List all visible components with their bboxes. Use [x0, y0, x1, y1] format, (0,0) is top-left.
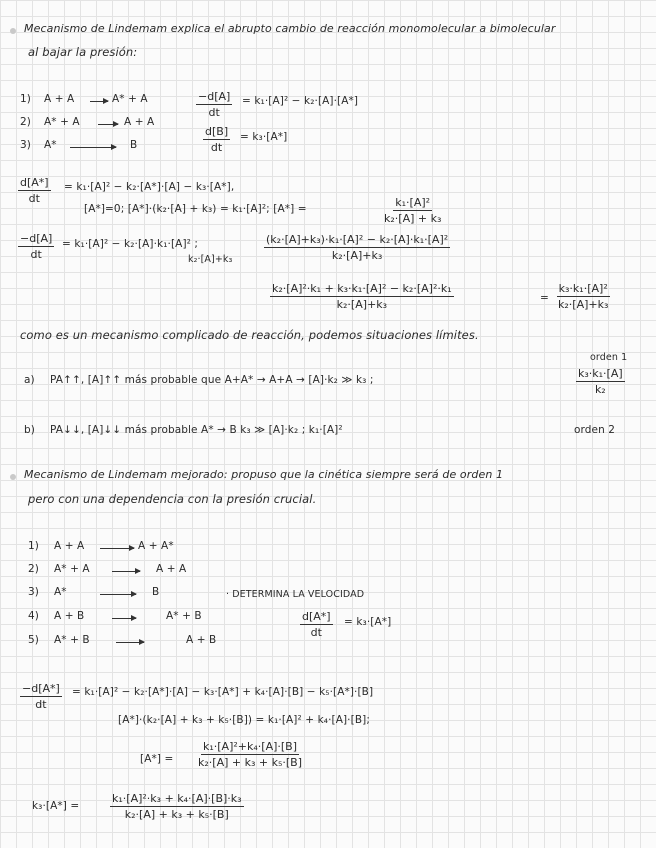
- section1-intro-line1: Mecanismo de Lindemam explica el abrupto cambio de reacción monomolecular a bimolecular: [24, 22, 556, 35]
- steady-state-line2: [A*]=0; [A*]·(k₂·[A] + k₃) = k₁·[A]²; [A*] =: [84, 203, 307, 215]
- fraction-numerator: k₃·k₁·[A]²: [558, 282, 608, 295]
- da-mid-denominator: k₂·[A]+k₃: [188, 254, 233, 265]
- step-lhs: A + A: [54, 540, 85, 552]
- fraction-denominator: dt: [210, 141, 223, 154]
- step-lhs: A* + A: [54, 563, 90, 575]
- fraction-denominator: dt: [310, 626, 322, 639]
- bullet-point: [10, 28, 16, 34]
- fraction-numerator: d[A*]: [20, 176, 49, 189]
- step-lhs: A*: [54, 586, 67, 598]
- result-fraction: [556, 282, 610, 311]
- step-lhs: A* + B: [54, 634, 90, 646]
- fraction-denominator: k₂·[A]+k₃: [336, 298, 388, 311]
- fraction-numerator: −d[A]: [20, 232, 53, 245]
- fraction-numerator: (k₂·[A]+k₃)·k₁·[A]² − k₂·[A]·k₁·[A]²: [266, 233, 449, 246]
- fraction-denominator: k₂: [594, 383, 606, 396]
- rate-a-star-expression: = k₃·[A*]: [344, 616, 392, 628]
- fraction-denominator: k₂·[A]+k₃: [558, 298, 609, 311]
- fraction-numerator: −d[A*]: [22, 682, 60, 695]
- steady-state2-line2: [A*]·(k₂·[A] + k₃ + k₅·[B]) = k₁·[A]² + k₄·[A]·[B];: [118, 714, 370, 726]
- da-big-fraction: [264, 233, 450, 262]
- steady-state2-fraction: [20, 682, 62, 711]
- fraction-numerator: k₂·[A]²·k₁ + k₃·k₁·[A]² − k₂·[A]²·k₁: [272, 282, 452, 295]
- steady-state2-expression: = k₁·[A]² − k₂·[A*]·[A] − k₃·[A*] + k₄·[A]·[B] − k₅·[A*]·[B]: [72, 686, 374, 698]
- fraction-denominator: k₂·[A]+k₃: [331, 249, 383, 262]
- step-lhs: A + A: [44, 93, 75, 105]
- reaction-arrow: [112, 571, 140, 572]
- step-number: 2): [28, 563, 39, 575]
- fraction-denominator: dt: [35, 698, 47, 711]
- reaction-arrow: [100, 548, 134, 549]
- fraction-numerator: d[B]: [205, 125, 229, 138]
- final-fraction: [270, 282, 454, 311]
- reaction-arrow: [98, 124, 118, 125]
- rate-a-star-fraction: [300, 610, 333, 639]
- step-number: 1): [20, 93, 31, 105]
- step-lhs: A* + A: [44, 116, 80, 128]
- fraction-denominator: dt: [30, 248, 42, 261]
- fraction-denominator: dt: [28, 192, 40, 205]
- case-a-order: orden 1: [590, 352, 628, 363]
- section2-intro-line1: Mecanismo de Lindemam mejorado: propuso que la cinética siempre será de orden 1: [24, 468, 504, 481]
- rate-final-fraction: [110, 792, 244, 821]
- case-b-label: b): [24, 424, 35, 436]
- fraction-numerator: k₃·k₁·[A]: [578, 367, 623, 380]
- reaction-arrow: [100, 594, 136, 595]
- reaction-arrow: [70, 147, 116, 148]
- da-expression: = k₁·[A]² − k₂·[A]·k₁·[A]² ;: [62, 238, 199, 250]
- a-star-solution-lhs: [A*] =: [140, 753, 174, 765]
- fraction-denominator: k₂·[A] + k₃ + k₅·[B]: [124, 808, 229, 821]
- rate-a-expression: = k₁·[A]² − k₂·[A]·[A*]: [242, 95, 359, 107]
- case-b-order: orden 2: [574, 424, 616, 436]
- rate-final-lhs: k₃·[A*] =: [32, 800, 80, 812]
- section2-intro-line2: pero con una dependencia con la presión crucial.: [28, 492, 317, 506]
- como-line: como es un mecanismo complicado de reacción, podemos situaciones límites.: [20, 328, 479, 342]
- case-a-label: a): [24, 374, 35, 386]
- fraction-numerator: k₁·[A]²+k₄·[A]·[B]: [202, 740, 298, 753]
- reaction-arrow: [90, 101, 108, 102]
- a-star-fraction: [382, 196, 443, 225]
- reaction-arrow: [112, 618, 136, 619]
- step-rhs: A* + A: [112, 93, 148, 105]
- rate-a-fraction: [196, 90, 232, 119]
- step-rhs: A + A: [156, 563, 187, 575]
- fraction-numerator: d[A*]: [302, 610, 331, 623]
- a-star-solution-fraction: [196, 740, 304, 769]
- step-number: 1): [28, 540, 39, 552]
- fraction-numerator: k₁·[A]²: [395, 196, 431, 209]
- reaction-arrow: [116, 642, 144, 643]
- step-rhs: A + A*: [138, 540, 174, 552]
- rate-b-expression: = k₃·[A*]: [240, 131, 288, 143]
- determine-label: · DETERMINA LA VELOCIDAD: [226, 589, 365, 600]
- case-b-text: PA↓↓, [A]↓↓ más probable A* → B k₃ ≫ [A]·k₂ ; k₁·[A]²: [50, 424, 343, 436]
- step-number: 5): [28, 634, 39, 646]
- fraction-denominator: k₂·[A] + k₃: [384, 212, 442, 225]
- fraction-denominator: dt: [208, 106, 220, 119]
- equals-sign: =: [540, 292, 549, 304]
- case-a-fraction: [576, 367, 625, 396]
- step-rhs: A* + B: [166, 610, 202, 622]
- fraction-denominator: k₂·[A] + k₃ + k₅·[B]: [198, 756, 302, 769]
- step-rhs: A + B: [186, 634, 217, 646]
- step-number: 2): [20, 116, 31, 128]
- case-a-text: PA↑↑, [A]↑↑ más probable que A+A* → A+A → [A]·k₂ ≫ k₃ ;: [50, 374, 374, 386]
- step-rhs: B: [152, 586, 160, 598]
- step-number: 3): [28, 586, 39, 598]
- step-lhs: A + B: [54, 610, 85, 622]
- da-fraction: [18, 232, 54, 261]
- bullet-point: [10, 474, 16, 480]
- step-rhs: B: [130, 139, 138, 151]
- step-lhs: A*: [44, 139, 57, 151]
- steady-state-fraction: [18, 176, 51, 205]
- fraction-numerator: k₁·[A]²·k₃ + k₄·[A]·[B]·k₃: [112, 792, 242, 805]
- step-number: 3): [20, 139, 31, 151]
- fraction-numerator: −d[A]: [198, 90, 231, 103]
- rate-b-fraction: [203, 125, 230, 154]
- step-number: 4): [28, 610, 39, 622]
- section1-intro-line2: al bajar la presión:: [28, 45, 138, 59]
- step-rhs: A + A: [124, 116, 155, 128]
- steady-state-expression: = k₁·[A]² − k₂·[A*]·[A] − k₃·[A*],: [64, 181, 235, 193]
